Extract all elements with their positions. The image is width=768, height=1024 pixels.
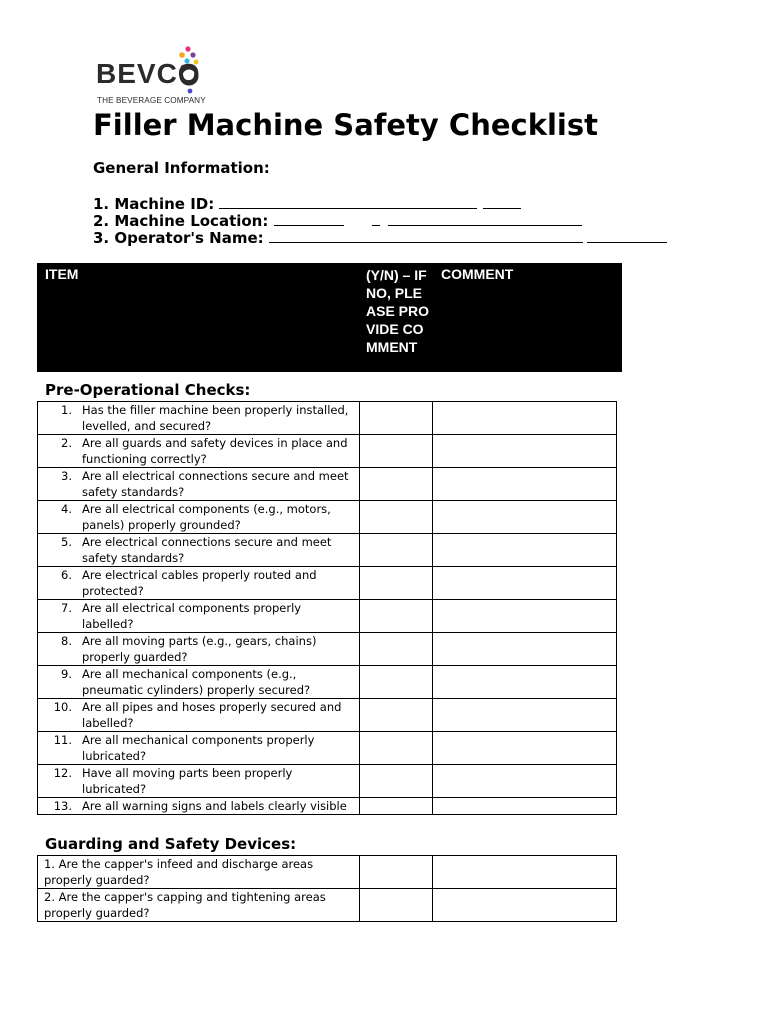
yn-cell[interactable] (360, 633, 433, 666)
item-question: Are all electrical components properly labelled? (82, 601, 302, 631)
section-title-pre-operational: Pre-Operational Checks: (45, 381, 251, 399)
item-cell (38, 666, 360, 699)
comment-cell[interactable] (433, 402, 617, 435)
comment-cell[interactable] (433, 600, 617, 633)
item-cell (38, 501, 360, 534)
yn-cell[interactable] (360, 889, 433, 922)
yn-cell[interactable] (360, 501, 433, 534)
yn-cell[interactable] (360, 699, 433, 732)
table-row (38, 666, 617, 699)
machine-id-blank-2 (297, 195, 477, 209)
comment-cell[interactable] (433, 732, 617, 765)
guarding-safety-devices-table (37, 855, 617, 922)
item-cell (38, 889, 360, 922)
table-row (38, 765, 617, 798)
item-number: 12. (53, 766, 72, 780)
logo-tagline: THE BEVERAGE COMPANY (97, 96, 206, 105)
table-row (38, 468, 617, 501)
machine-id-label: 1. Machine ID: (93, 195, 220, 213)
item-number: 1. (61, 403, 72, 417)
yn-cell[interactable] (360, 666, 433, 699)
item-number: 3. (61, 469, 72, 483)
item-number: 11. (53, 733, 72, 747)
item-question: Are all pipes and hoses properly secured and labelled? (82, 700, 342, 730)
item-question: 1. Are the capper's infeed and discharge areas properly guarded? (44, 857, 314, 887)
item-question: Are electrical connections secure and meet safety standards? (82, 535, 332, 565)
item-question: Are all mechanical components (e.g., pneumatic cylinders) properly secured? (82, 667, 311, 697)
item-cell (38, 856, 360, 889)
item-cell (38, 732, 360, 765)
item-question: 2. Are the capper's capping and tightening areas properly guarded? (44, 890, 326, 920)
item-cell (38, 567, 360, 600)
item-question: Are all warning signs and labels clearly visible (82, 799, 347, 813)
yn-cell[interactable] (360, 765, 433, 798)
item-cell (38, 600, 360, 633)
item-cell (38, 633, 360, 666)
item-number: 4. (61, 502, 72, 516)
machine-location-blank-2 (372, 212, 380, 226)
machine-location-blank[interactable] (274, 212, 344, 226)
item-question: Are all electrical connections secure and meet safety standards? (82, 469, 349, 499)
yn-cell[interactable] (360, 856, 433, 889)
yn-cell[interactable] (360, 468, 433, 501)
operator-name-blank-2 (353, 229, 583, 243)
comment-cell[interactable] (433, 534, 617, 567)
machine-id-blank[interactable] (219, 195, 297, 209)
comment-cell[interactable] (433, 889, 617, 922)
yn-cell[interactable] (360, 567, 433, 600)
table-row (38, 567, 617, 600)
comment-cell[interactable] (433, 798, 617, 815)
item-question: Are electrical cables properly routed and protected? (82, 568, 317, 598)
yn-cell[interactable] (360, 435, 433, 468)
operator-name-field[interactable] (93, 229, 667, 247)
machine-location-field[interactable] (93, 212, 582, 230)
item-number: 5. (61, 535, 72, 549)
comment-cell[interactable] (433, 633, 617, 666)
header-yn: (Y/N) – IF NO, PLEASE PROVIDE COMMENT (366, 267, 430, 355)
operator-name-blank-4 (601, 229, 667, 243)
logo-wordmark: BEVCO (96, 58, 201, 89)
table-row (38, 699, 617, 732)
header-comment: COMMENT (441, 266, 514, 282)
comment-cell[interactable] (433, 435, 617, 468)
item-question: Have all moving parts been properly lubricated? (82, 766, 293, 796)
yn-cell[interactable] (360, 732, 433, 765)
item-cell (38, 798, 360, 815)
item-question: Are all mechanical components properly lubricated? (82, 733, 315, 763)
item-number: 8. (61, 634, 72, 648)
comment-cell[interactable] (433, 765, 617, 798)
yn-cell[interactable] (360, 534, 433, 567)
item-question: Are all electrical components (e.g., motors, panels) properly grounded? (82, 502, 331, 532)
comment-cell[interactable] (433, 666, 617, 699)
item-question: Are all moving parts (e.g., gears, chains) properly guarded? (82, 634, 317, 664)
machine-id-blank-3 (483, 195, 521, 209)
machine-location-label: 2. Machine Location: (93, 212, 274, 230)
comment-cell[interactable] (433, 501, 617, 534)
item-cell (38, 765, 360, 798)
table-row (38, 732, 617, 765)
header-item: ITEM (45, 266, 79, 282)
item-number: 13. (53, 799, 72, 813)
item-number: 6. (61, 568, 72, 582)
table-row (38, 435, 617, 468)
item-number: 9. (61, 667, 72, 681)
page-title: Filler Machine Safety Checklist (93, 108, 598, 142)
table-row (38, 798, 617, 815)
item-question: Are all guards and safety devices in place and functioning correctly? (82, 436, 348, 466)
table-row (38, 402, 617, 435)
operator-name-blank[interactable] (269, 229, 353, 243)
section-title-guarding: Guarding and Safety Devices: (45, 835, 297, 853)
comment-cell[interactable] (433, 468, 617, 501)
table-row (38, 600, 617, 633)
machine-id-field[interactable] (93, 195, 521, 213)
yn-cell[interactable] (360, 600, 433, 633)
item-number: 2. (61, 436, 72, 450)
table-row (38, 889, 617, 922)
operator-name-blank-3 (587, 229, 601, 243)
item-number: 7. (61, 601, 72, 615)
table-row (38, 633, 617, 666)
machine-location-blank-3 (388, 212, 582, 226)
general-info-heading: General Information: (93, 159, 270, 177)
pre-operational-checks-table (37, 401, 617, 815)
checklist-table-header (37, 263, 622, 372)
item-cell (38, 435, 360, 468)
comment-cell[interactable] (433, 856, 617, 889)
comment-cell[interactable] (433, 699, 617, 732)
comment-cell[interactable] (433, 567, 617, 600)
item-cell (38, 699, 360, 732)
yn-cell[interactable] (360, 402, 433, 435)
item-question: Has the filler machine been properly installed, levelled, and secured? (82, 403, 349, 433)
item-cell (38, 468, 360, 501)
item-cell (38, 402, 360, 435)
yn-cell[interactable] (360, 798, 433, 815)
item-number: 10. (53, 700, 72, 714)
item-cell (38, 534, 360, 567)
table-row (38, 501, 617, 534)
bevco-logo (96, 46, 216, 108)
operator-name-label: 3. Operator's Name: (93, 229, 269, 247)
table-row (38, 534, 617, 567)
table-row (38, 856, 617, 889)
